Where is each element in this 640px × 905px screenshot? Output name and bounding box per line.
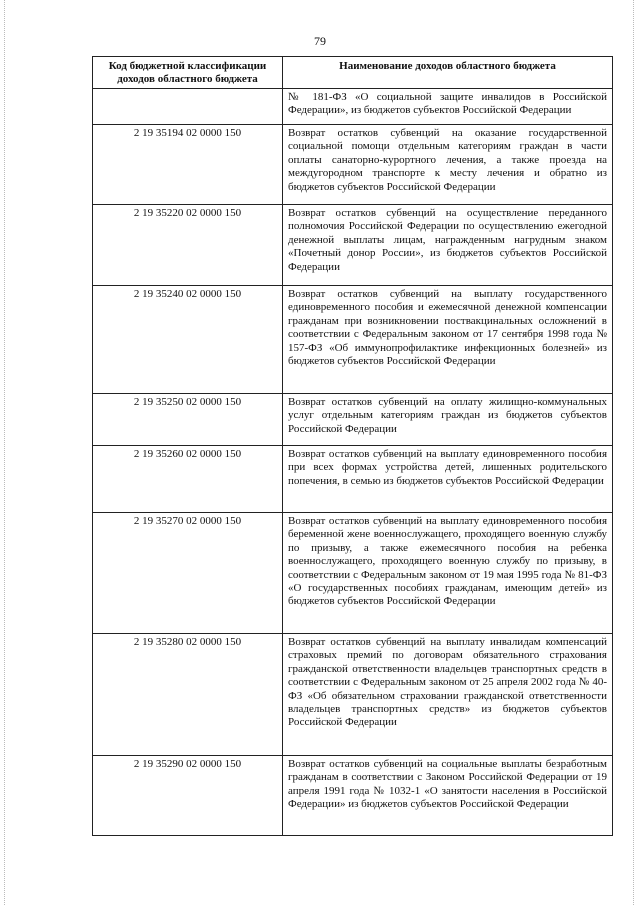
page-number: 79 <box>314 34 326 48</box>
table-row <box>93 205 613 286</box>
budget-code: 2 19 35194 02 0000 150 <box>93 125 283 205</box>
income-name: Возврат остатков субвенций на выплату единовременного пособия беременной жене военнослужащего, проходящего военную службу по призыву, а также ежемесячного пособия на ребенка военнослужащего, проходящего военную службу по призыву, в соответствии с Федеральным законом от 19 мая 1995 года № 81-ФЗ «О государственных пособиях гражданам, имеющим детей» из бюджетов субъектов Российской Федерации <box>283 513 613 634</box>
income-name: Возврат остатков субвенций на осуществление переданного полномочия Российской Федерации по осуществлению ежегодной денежной выплаты лицам, награжденным нагрудным знаком «Почетный донор России», из бюджетов субъектов Российской Федерации <box>283 205 613 286</box>
income-name: № 181-ФЗ «О социальной защите инвалидов в Российской Федерации», из бюджетов субъектов Российской Федерации <box>283 89 613 125</box>
budget-code: 2 19 35240 02 0000 150 <box>93 286 283 394</box>
income-name: Возврат остатков субвенций на выплату инвалидам компенсаций страховых премий по договорам обязательного страхования гражданской ответственности владельцев транспортных средств в соответствии с Федеральным законом от 25 апреля 2002 года № 40-ФЗ «Об обязательном страховании гражданской ответственности владельцев транспортных средств» из бюджетов субъектов Российской Федерации <box>283 634 613 756</box>
header-name: Наименование доходов областного бюджета <box>283 57 613 89</box>
table-row <box>93 286 613 394</box>
table-row <box>93 756 613 836</box>
budget-code <box>93 89 283 125</box>
table-row <box>93 89 613 125</box>
table-row <box>93 634 613 756</box>
income-name: Возврат остатков субвенций на выплату государственного единовременного пособия и ежемесячной денежной компенсации гражданам при возникновении поствакцинальных осложнений в соответствии с Федеральным законом от 17 сентября 1998 года № 157-ФЗ «Об иммунопрофилактике инфекционных болезней» из бюджетов субъектов Российской Федерации <box>283 286 613 394</box>
left-scan-edge <box>4 0 6 905</box>
budget-code: 2 19 35250 02 0000 150 <box>93 394 283 446</box>
income-name: Возврат остатков субвенций на оказание государственной социальной помощи отдельным категориям граждан в части оплаты санаторно-курортного лечения, а также проезда на междугородном транспорте к месту лечения и обратно из бюджетов субъектов Российской Федерации <box>283 125 613 205</box>
income-name: Возврат остатков субвенций на социальные выплаты безработным гражданам в соответствии с Законом Российской Федерации от 19 апреля 1991 года № 1032-1 «О занятости населения в Российской Федерации» из бюджетов субъектов Российской Федерации <box>283 756 613 836</box>
table-row <box>93 394 613 446</box>
budget-code: 2 19 35220 02 0000 150 <box>93 205 283 286</box>
table-row <box>93 125 613 205</box>
right-scan-edge <box>633 0 635 905</box>
budget-income-table <box>92 56 613 836</box>
budget-code: 2 19 35260 02 0000 150 <box>93 446 283 513</box>
budget-code: 2 19 35280 02 0000 150 <box>93 634 283 756</box>
header-code: Код бюджетной классификации доходов областного бюджета <box>93 57 283 89</box>
budget-code: 2 19 35290 02 0000 150 <box>93 756 283 836</box>
table-row <box>93 513 613 634</box>
table-header-row <box>93 57 613 89</box>
income-name: Возврат остатков субвенций на оплату жилищно-коммунальных услуг отдельным категориям граждан из бюджетов субъектов Российской Федерации <box>283 394 613 446</box>
income-name: Возврат остатков субвенций на выплату единовременного пособия при всех формах устройства детей, лишенных родительского попечения, в семью из бюджетов субъектов Российской Федерации <box>283 446 613 513</box>
table-row <box>93 446 613 513</box>
budget-code: 2 19 35270 02 0000 150 <box>93 513 283 634</box>
